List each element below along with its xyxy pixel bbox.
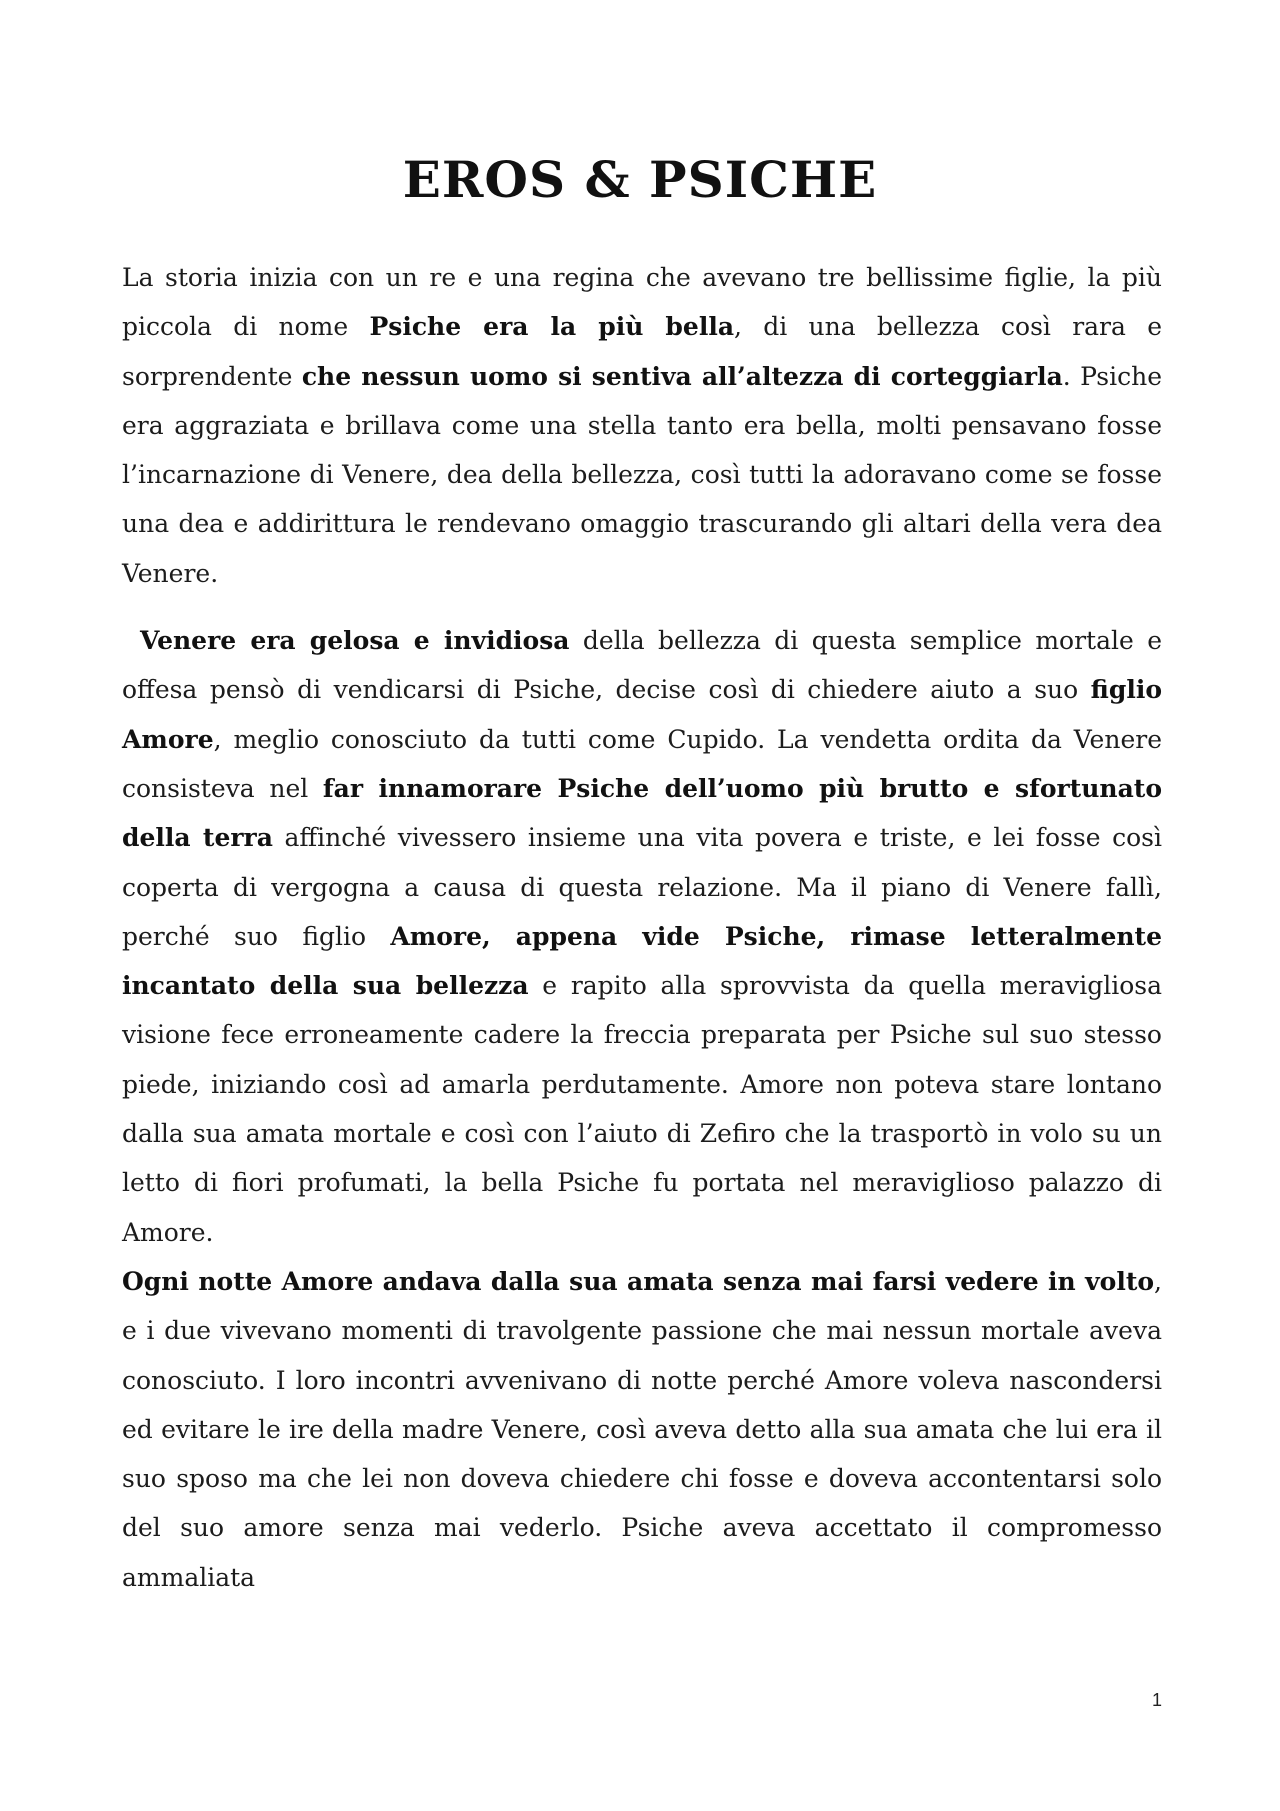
paragraph [122,253,1162,598]
page-number: 1 [1151,1690,1162,1710]
text-run: . Psiche era aggraziata e brillava come una stella tanto era bella, molti pensavano fosse l’incarnazione di Venere, dea della bellezza, così tutti la adoravano come se fosse una dea e addirittura le rendevano omaggio trascurando gli altari della vera dea Venere. [122,361,1162,588]
text-run: , meglio conosciuto da tutti come Cupido. La vendetta ordita da Venere consisteva nel [122,724,1162,803]
text-run: affinché vivessero insieme una vita povera e triste, e lei fosse così coperta di vergogna a causa di questa relazione. Ma il piano di Venere fallì, perché suo figlio [122,823,1162,951]
page-title: EROS & PSICHE [402,150,878,209]
text-run: , e i due vivevano momenti di travolgente passione che mai nessun mortale aveva conosciuto. I loro incontri avvenivano di notte perché Amore voleva nascondersi ed evitare le ire della madre Venere, così aveva detto alla sua amata che lui era il suo sposo ma che lei non doveva chiedere chi fosse e doveva accontentarsi solo del suo amore senza mai vederlo. Psiche aveva accettato il compromesso ammaliata [122,1266,1162,1592]
text-run: della bellezza di questa semplice mortale e offesa pensò di vendicarsi di Psiche, decise così di chiedere aiuto a suo [122,626,1162,705]
bold-phrase: Psiche era la più bella [369,312,735,342]
text-run: e rapito alla sprovvista da quella meravigliosa visione fece erroneamente cadere la freccia preparata per Psiche sul suo stesso piede, iniziando così ad amarla perdutamente. Amore non poteva stare lontano dalla sua amata mortale e così con l’aiuto di Zefiro che la trasportò in volo su un letto di fiori profumati, la bella Psiche fu portata nel meraviglioso palazzo di Amore. [122,971,1162,1247]
text-run: La storia inizia con un re e una regina che avevano tre bellissime figlie, la più piccola di nome [122,263,1162,342]
bold-phrase: far innamorare Psiche dell’uomo più brutto e sfortunato della terra [122,773,1162,853]
bold-phrase: Amore, appena vide Psiche, rimase letteralmente incantato della sua bellezza [122,921,1162,1001]
text-run: , di una bellezza così rara e sorprendente [122,312,1162,391]
body-text [122,253,1162,1602]
paragraph [122,616,1162,1602]
bold-phrase: Ogni notte Amore andava dalla sua amata senza mai farsi vedere in volto [122,1266,1155,1296]
bold-phrase: Venere era gelosa e invidiosa [140,626,570,656]
bold-phrase: figlio Amore [122,675,1162,754]
bold-phrase: che nessun uomo si sentiva all’altezza di corteggiarla [301,361,1063,391]
